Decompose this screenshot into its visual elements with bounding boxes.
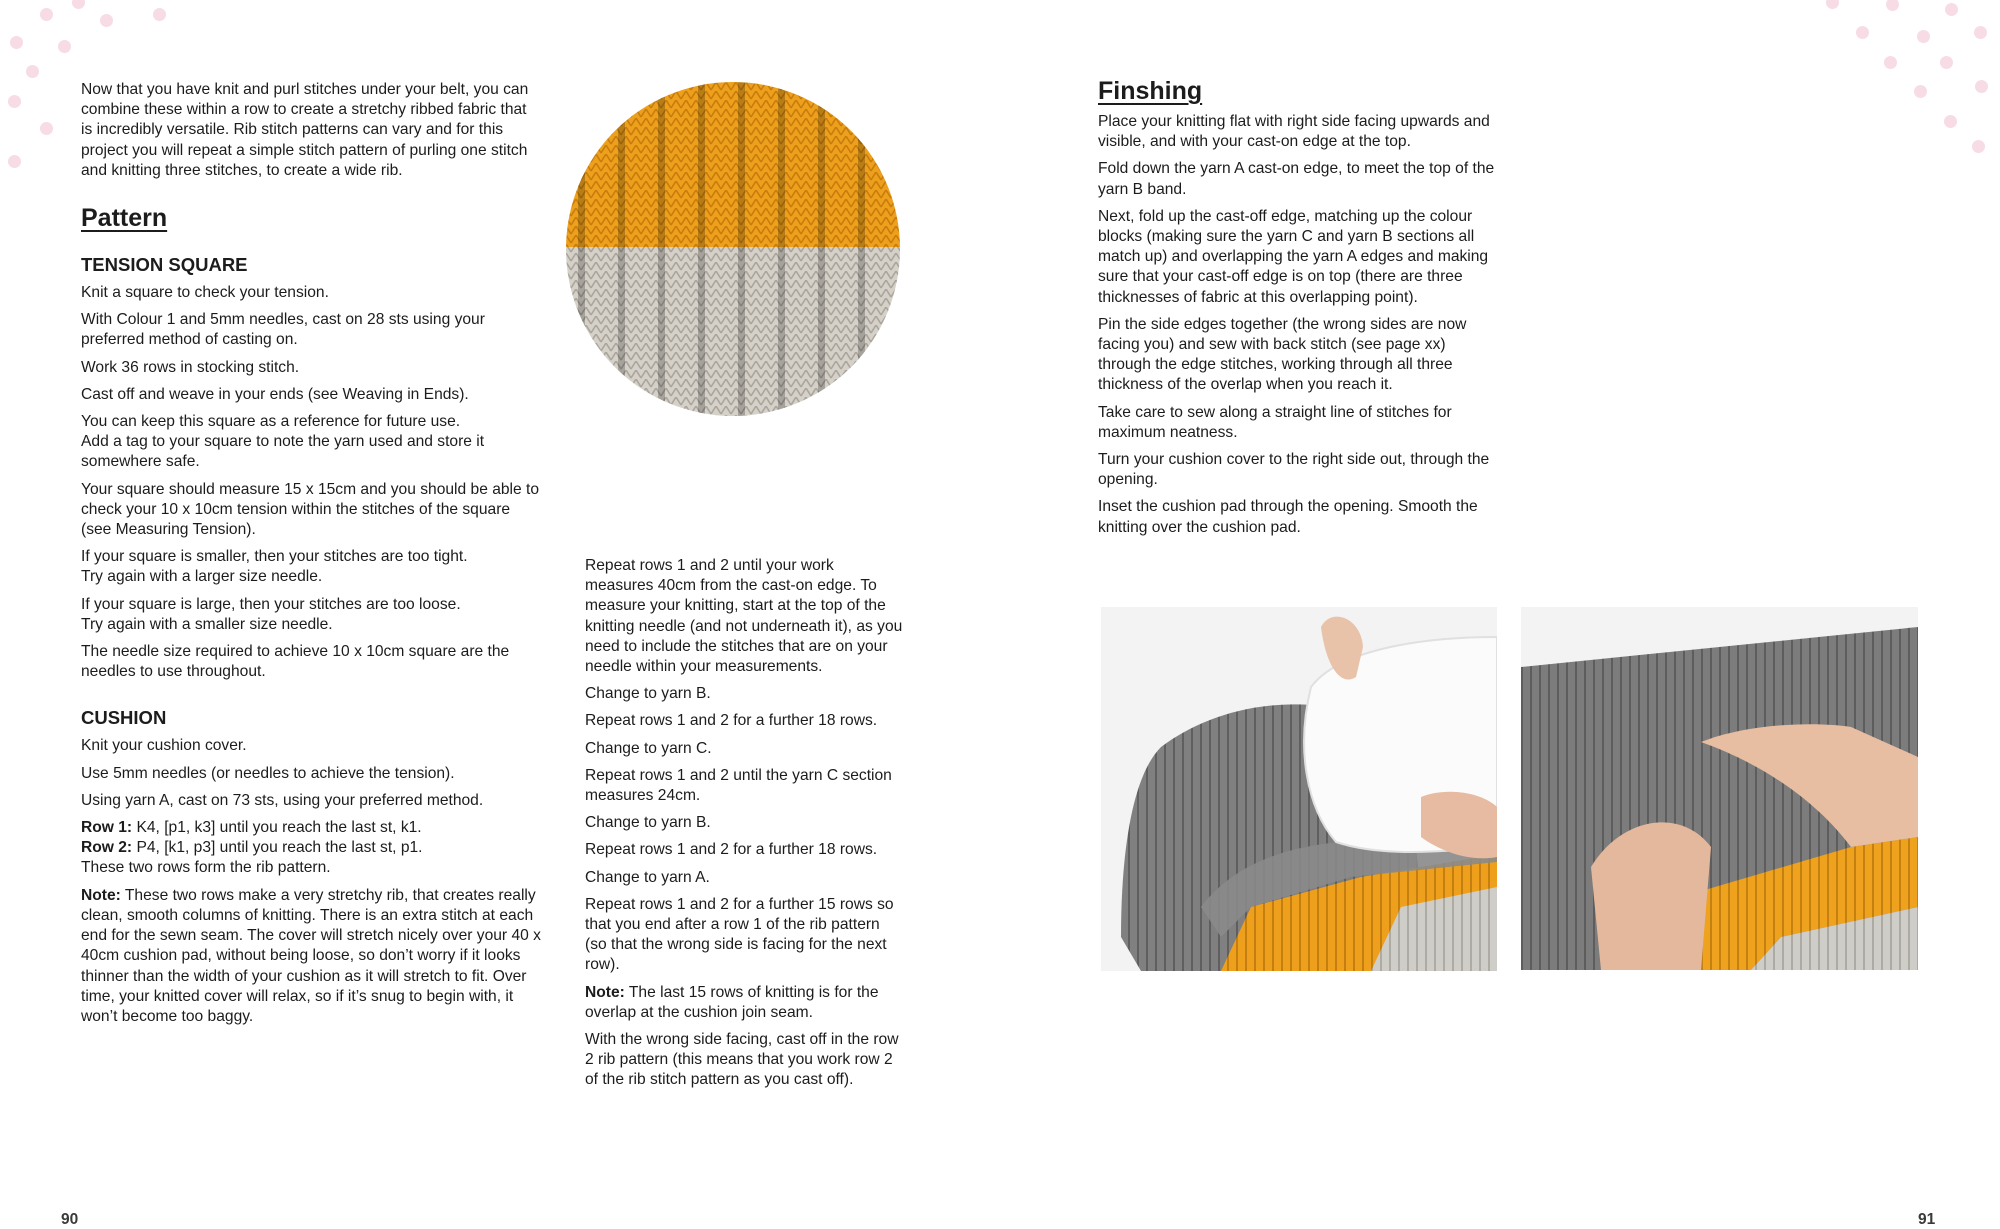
row-instructions (81, 818, 541, 879)
photo-inserting-cushion-pad (1101, 607, 1497, 971)
middle-text: Change to yarn C. (585, 739, 712, 757)
middle-text: Repeat rows 1 and 2 for a further 18 rows. (585, 712, 878, 730)
middle-text: Repeat rows 1 and 2 until the yarn C section measures 24cm. (585, 766, 892, 805)
tension-text-line: You can keep this square as a reference for future use. (81, 413, 461, 431)
cushion-text: Use 5mm needles (or needles to achieve the tension). (81, 764, 455, 782)
note-text: The last 15 rows of knitting is for the overlap at the cushion join seam. (585, 983, 879, 1021)
middle-note (585, 983, 905, 1023)
tension-text-line: If your square is large, then your stitches are too loose. (81, 595, 461, 613)
photo-smoothing-cushion-cover (1521, 607, 1918, 970)
finishing-text: Pin the side edges together (the wrong sides are now facing you) and sew with back stitch (see page xx) through the edge stitches, working through all three thickness of the overlap when you reach it. (1098, 315, 1467, 394)
tension-text (81, 595, 541, 635)
tension-text: Knit a square to check your tension. (81, 284, 329, 302)
knit-swatch-circle (566, 82, 900, 416)
cushion-heading: CUSHION (81, 707, 167, 729)
tension-text-line: Try again with a smaller size needle. (81, 615, 333, 633)
photo-inserting-cushion-pad-image (1101, 607, 1497, 971)
left-column (81, 80, 541, 1034)
tension-text: Your square should measure 15 x 15cm and you should be able to check your 10 x 10cm tension within the stitches of the square (see Measuring Tension). (81, 480, 540, 539)
finishing-text: Take care to sew along a straight line of stitches for maximum neatness. (1098, 403, 1452, 441)
photo-smoothing-cushion-cover-image (1521, 607, 1918, 970)
middle-text: With the wrong side facing, cast off in the row 2 rib pattern (this means that you work row 2 of the rib stitch pattern as you cast off). (585, 1031, 899, 1089)
finishing-text: Place your knitting flat with right side facing upwards and visible, and with your cast-on edge at the top. (1098, 113, 1490, 151)
finishing-text: Fold down the yarn A cast-on edge, to meet the top of the yarn B band. (1098, 160, 1495, 198)
middle-column (585, 556, 905, 1098)
intro-paragraph: Now that you have knit and purl stitches under your belt, you can combine these within a row to create a stretchy ribbed fabric that is incredibly versatile. Rib stitch patterns can vary and for this project you will repeat a simple stitch pattern of purling one stitch and knitting three stitches, to create a wide rib. (81, 81, 529, 179)
note-text: These two rows make a very stretchy rib, that creates really clean, smooth columns of knitting. There is an extra stitch at each end for the sewn seam. The cover will stretch nicely over your 40 x 40cm cushion pad, without being loose, so don’t worry if it looks thinner than the width of your cushion as it will stretch to fit. Over time, your knitted cover will relax, so if it’s snug to begin with, it won’t become too baggy. (81, 886, 541, 1025)
row2-label: Row 2: (81, 839, 133, 857)
tension-text: Work 36 rows in stocking stitch. (81, 358, 300, 376)
right-column (1098, 76, 1500, 545)
finishing-text: Next, fold up the cast-off edge, matching up the colour blocks (making sure the yarn C and yarn B sections all match up) and overlapping the yarn A edges and making sure that your cast-off edge is on top (there are three thicknesses of fabric at this overlapping point). (1098, 207, 1489, 306)
note-label: Note: (585, 983, 625, 1001)
cushion-note (81, 886, 541, 1027)
page-number-left: 90 (61, 1211, 79, 1228)
tension-text (81, 412, 541, 473)
tension-text-line: Add a tag to your square to note the yarn used and store it somewhere safe. (81, 433, 485, 471)
tension-text: With Colour 1 and 5mm needles, cast on 28 sts using your preferred method of casting on. (81, 311, 485, 349)
tension-text: The needle size required to achieve 10 x 10cm square are the needles to use throughout. (81, 643, 510, 681)
knit-swatch-image (566, 82, 900, 416)
row1-text: K4, [p1, k3] until you reach the last st, k1. (132, 819, 422, 837)
page-number-right: 91 (1918, 1211, 1936, 1228)
middle-text: Repeat rows 1 and 2 until your work measures 40cm from the cast-on edge. To measure your knitting, start at the top of the knitting needle (and not underneath it), as you need to include the stitches that are on your needle within your measurements. (585, 557, 903, 676)
row1-label: Row 1: (81, 819, 133, 837)
tension-text-line: Try again with a larger size needle. (81, 568, 323, 586)
middle-text: Change to yarn A. (585, 868, 710, 886)
note-label: Note: (81, 886, 121, 904)
row2-text: P4, [k1, p3] until you reach the last st, p1. (132, 839, 423, 857)
middle-text: Repeat rows 1 and 2 for a further 18 rows. (585, 841, 878, 859)
middle-text: Change to yarn B. (585, 685, 711, 703)
cushion-text: Knit your cushion cover. (81, 737, 247, 755)
tension-text-line: If your square is smaller, then your stitches are too tight. (81, 548, 468, 566)
tension-text (81, 547, 541, 587)
finishing-heading: Finshing (1098, 77, 1203, 105)
pattern-heading: Pattern (81, 204, 168, 233)
finishing-text: Inset the cushion pad through the opening. Smooth the knitting over the cushion pad. (1098, 498, 1478, 536)
cushion-text: Using yarn A, cast on 73 sts, using your preferred method. (81, 791, 484, 809)
row-note: These two rows form the rib pattern. (81, 859, 331, 877)
tension-text: Cast off and weave in your ends (see Weaving in Ends). (81, 385, 469, 403)
middle-text: Change to yarn B. (585, 814, 711, 832)
finishing-text: Turn your cushion cover to the right side out, through the opening. (1098, 451, 1490, 489)
tension-square-heading: TENSION SQUARE (81, 254, 248, 276)
middle-text: Repeat rows 1 and 2 for a further 15 rows so that you end after a row 1 of the rib pattern (so that the wrong side is facing for the next row). (585, 895, 894, 974)
